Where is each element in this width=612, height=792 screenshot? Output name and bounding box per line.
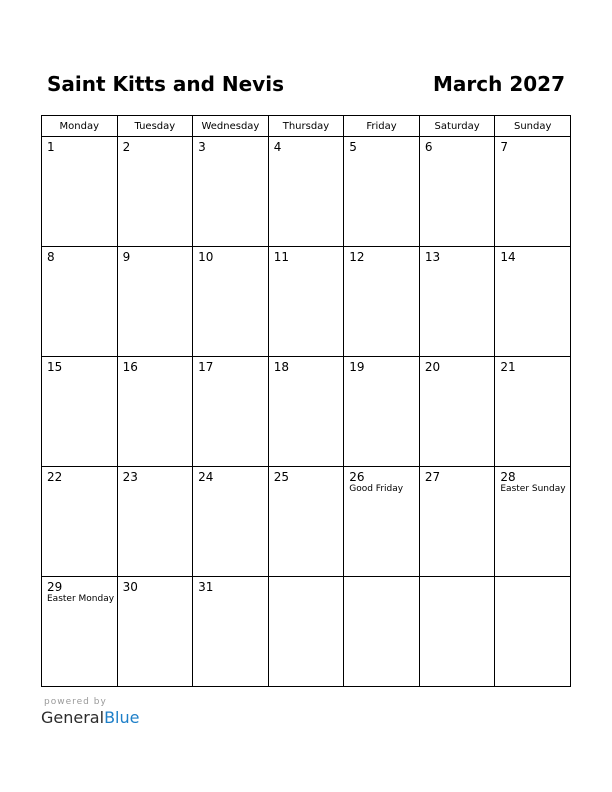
empty-day-cell [344, 577, 420, 687]
day-cell [344, 357, 420, 467]
weekday-header-thursday: Thursday [268, 116, 344, 137]
day-cell [268, 467, 344, 577]
day-number: 3 [198, 140, 206, 154]
weekday-header-monday: Monday [42, 116, 118, 137]
brand-general: General [41, 708, 105, 727]
day-number [269, 577, 344, 580]
day-cell [117, 357, 193, 467]
day-number: 2 [122, 140, 131, 154]
week-row-2 [42, 247, 571, 357]
month-year-title: March 2027 [433, 72, 565, 96]
empty-day-cell [419, 577, 495, 687]
generalblue-logo[interactable] [41, 708, 139, 728]
day-number: 20 [424, 360, 441, 374]
day-cell [117, 577, 193, 687]
day-cell [495, 467, 571, 577]
calendar-grid [41, 115, 571, 687]
day-number: 21 [500, 360, 516, 374]
weekday-header-sunday: Sunday [495, 116, 571, 137]
country-title: Saint Kitts and Nevis [47, 72, 284, 96]
day-cell [268, 357, 344, 467]
powered-by-label: powered by [44, 697, 107, 707]
day-cell [193, 577, 269, 687]
holiday-easter-monday: Easter Monday [47, 594, 115, 604]
day-number: 16 [122, 360, 138, 374]
day-cell [193, 247, 269, 357]
day-cell [344, 137, 420, 247]
holiday-good-friday: Good Friday [349, 484, 404, 494]
day-number: 9 [122, 250, 131, 264]
day-number: 24 [198, 470, 214, 484]
day-number: 5 [349, 140, 357, 154]
day-number [344, 577, 419, 580]
day-number: 17 [198, 360, 214, 374]
day-cell [117, 247, 193, 357]
day-cell [193, 467, 269, 577]
day-cell [117, 467, 193, 577]
day-cell [495, 357, 571, 467]
day-number: 27 [424, 470, 441, 484]
day-cell [419, 137, 495, 247]
weekday-header-tuesday: Tuesday [117, 116, 193, 137]
day-number: 19 [349, 360, 365, 374]
day-number [495, 577, 570, 580]
week-row-3 [42, 357, 571, 467]
weekday-header-friday: Friday [344, 116, 420, 137]
day-cell [419, 467, 495, 577]
day-number: 8 [47, 250, 55, 264]
brand-blue: Blue [104, 708, 140, 727]
day-number: 1 [47, 140, 55, 154]
day-number: 11 [273, 250, 289, 264]
day-number: 29 [47, 580, 63, 594]
empty-day-cell [495, 577, 571, 687]
day-cell [495, 137, 571, 247]
day-cell [42, 357, 118, 467]
day-cell [117, 137, 193, 247]
empty-day-cell [268, 577, 344, 687]
day-cell [193, 357, 269, 467]
day-number [420, 577, 495, 580]
weekday-header-wednesday: Wednesday [193, 116, 269, 137]
day-number: 26 [349, 470, 365, 484]
day-cell [42, 467, 118, 577]
day-cell [42, 137, 118, 247]
day-number: 18 [273, 360, 289, 374]
day-cell [193, 137, 269, 247]
day-number: 25 [273, 470, 289, 484]
day-number: 12 [349, 250, 365, 264]
weekday-header-row [42, 116, 571, 137]
day-cell [344, 467, 420, 577]
day-cell [268, 137, 344, 247]
day-cell [42, 247, 118, 357]
day-cell [268, 247, 344, 357]
day-cell [495, 247, 571, 357]
day-number: 14 [500, 250, 516, 264]
week-row-5 [42, 577, 571, 687]
day-number: 23 [122, 470, 138, 484]
day-number: 7 [500, 140, 509, 154]
day-cell [344, 247, 420, 357]
day-cell [42, 577, 118, 687]
day-number: 6 [424, 140, 433, 154]
day-number: 13 [424, 250, 441, 264]
holiday-easter-sunday: Easter Sunday [500, 484, 566, 494]
week-row-1 [42, 137, 571, 247]
weekday-header-saturday: Saturday [419, 116, 495, 137]
day-number: 28 [500, 470, 516, 484]
day-cell [419, 357, 495, 467]
day-number: 15 [47, 360, 63, 374]
day-number: 31 [198, 580, 214, 594]
day-number: 4 [273, 140, 282, 154]
day-number: 10 [198, 250, 214, 264]
day-cell [419, 247, 495, 357]
day-number: 30 [122, 580, 138, 594]
week-row-4 [42, 467, 571, 577]
day-number: 22 [47, 470, 63, 484]
